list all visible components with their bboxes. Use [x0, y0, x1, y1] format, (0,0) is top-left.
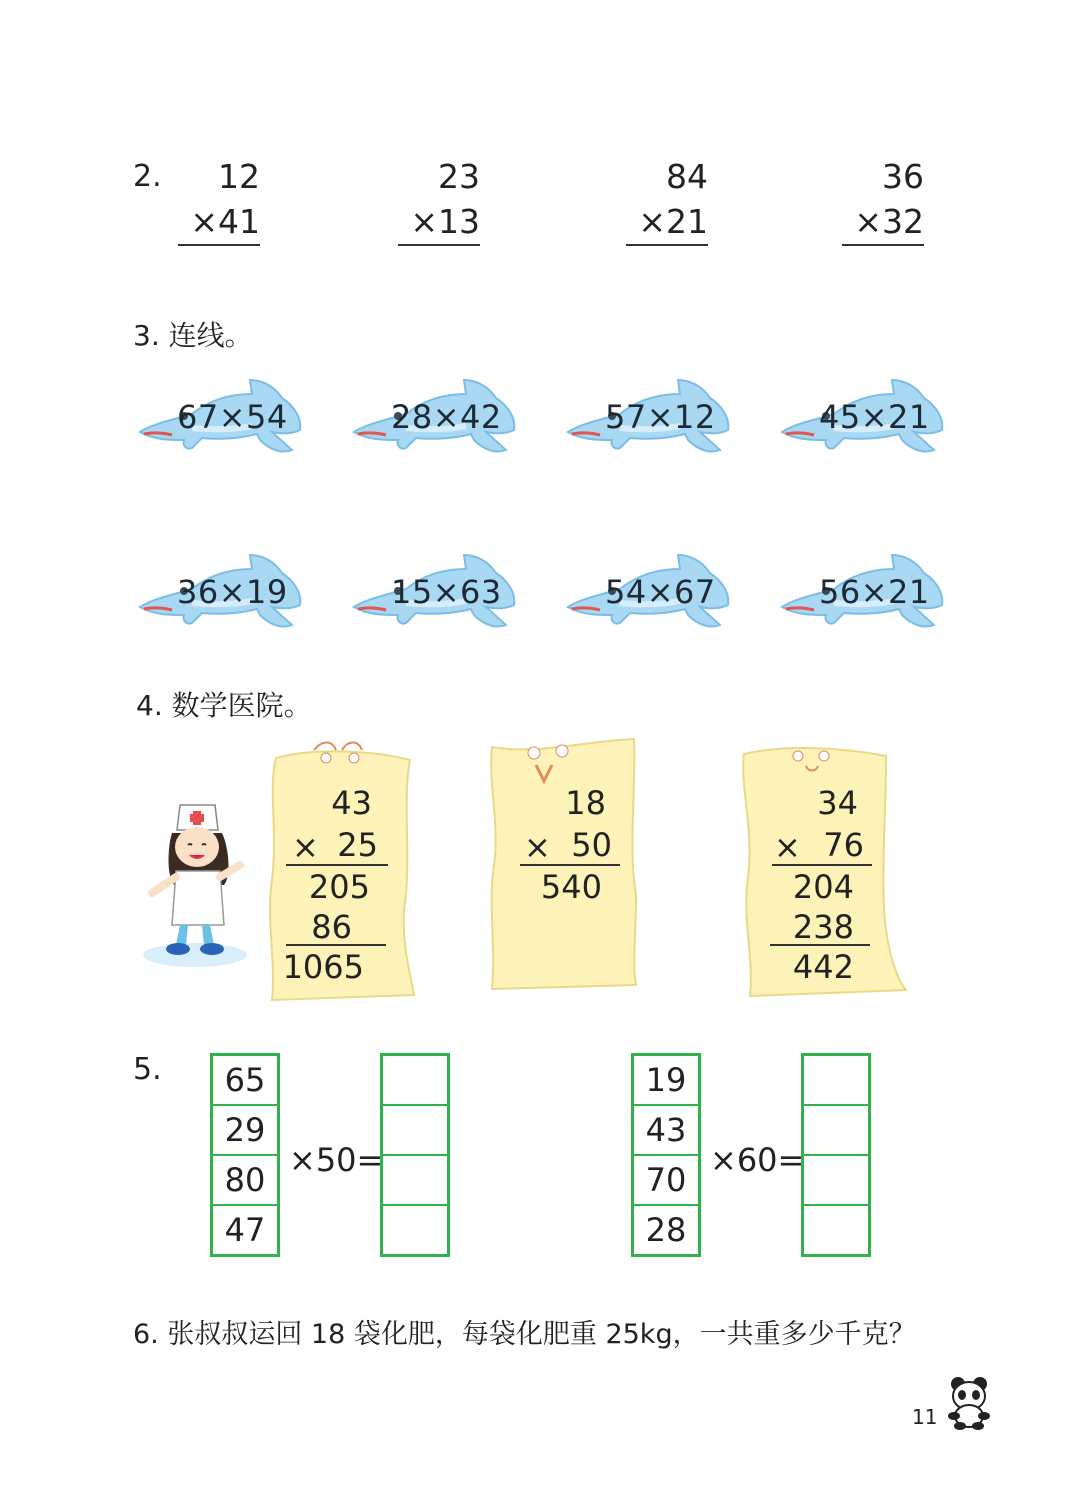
dolphin-card[interactable]: [560, 547, 735, 637]
calc-partial: 204: [792, 868, 854, 906]
q2-rule: [842, 244, 924, 246]
q2-problem: [160, 154, 260, 246]
dolphin-expression: 57×12: [605, 398, 716, 436]
calc-operand-a: 18: [565, 784, 606, 822]
q2-bottom-operand: ×13: [410, 202, 480, 241]
calc-partial: 86: [311, 908, 352, 946]
dolphin-card[interactable]: [560, 372, 735, 462]
multiplier-label: ×50=: [289, 1141, 384, 1179]
calc-rule: [286, 944, 386, 946]
q2-bottom-operand: ×41: [190, 202, 260, 241]
q2-top-operand: 36: [882, 157, 924, 196]
value-cell: 70: [634, 1156, 698, 1206]
calc-rule: [286, 864, 388, 866]
dolphin-card[interactable]: [132, 372, 307, 462]
dolphin-card[interactable]: [346, 372, 521, 462]
answer-cell[interactable]: [383, 1156, 447, 1206]
answer-cell[interactable]: [804, 1206, 868, 1254]
answer-cell[interactable]: [383, 1106, 447, 1156]
dolphin-expression: 15×63: [391, 573, 502, 611]
calc-sign: ×: [292, 828, 319, 866]
dolphin-card[interactable]: [346, 547, 521, 637]
value-cell: 47: [224, 1211, 266, 1249]
answer-column: [801, 1053, 871, 1257]
q3-title: 3. 连线。: [133, 319, 253, 352]
dolphin-expression: 36×19: [177, 573, 288, 611]
q2-bottom-operand: ×32: [854, 202, 924, 241]
calc-partial: 205: [308, 868, 370, 906]
calc-sign: ×: [774, 828, 801, 866]
multiplier-label: ×60=: [710, 1141, 805, 1179]
q6-text: 6. 张叔叔运回 18 袋化肥，每袋化肥重 25kg，一共重多少千克？: [133, 1319, 916, 1350]
dolphin-expression: 56×21: [819, 573, 930, 611]
calc-operand-a: 43: [331, 784, 372, 822]
answer-column: [380, 1053, 450, 1257]
calc-operand-b: 25: [337, 826, 378, 864]
calc-rule: [772, 864, 872, 866]
q2-problem: [380, 154, 480, 246]
q2-problem: [824, 154, 924, 246]
value-cell: 80: [213, 1156, 277, 1206]
calc-operand-b: 50: [571, 826, 612, 864]
value-cell: 29: [213, 1106, 277, 1156]
calc-result: 540: [540, 868, 602, 906]
value-cell: 43: [634, 1106, 698, 1156]
answer-cell[interactable]: [383, 1206, 447, 1254]
dolphin-card[interactable]: [774, 372, 949, 462]
calc-sign: ×: [524, 828, 551, 866]
dolphin-expression: 28×42: [391, 398, 502, 436]
q2-rule: [398, 244, 480, 246]
dolphin-card[interactable]: [774, 547, 949, 637]
q2-bottom-operand: ×21: [638, 202, 708, 241]
q2-rule: [178, 244, 260, 246]
calc-result: 442: [792, 948, 854, 986]
dolphin-expression: 54×67: [605, 573, 716, 611]
q2-top-operand: 23: [438, 157, 480, 196]
doctor-illustration: [140, 785, 260, 970]
q2-top-operand: 12: [218, 157, 260, 196]
value-cell: 28: [645, 1211, 687, 1249]
q5-number: 5.: [133, 1052, 162, 1087]
value-column: [210, 1053, 280, 1257]
answer-cell[interactable]: [804, 1056, 868, 1106]
answer-cell[interactable]: [383, 1056, 447, 1106]
q2-rule: [626, 244, 708, 246]
q2-top-operand: 84: [666, 157, 708, 196]
value-column: [631, 1053, 701, 1257]
calc-operand-a: 34: [817, 784, 858, 822]
answer-cell[interactable]: [804, 1106, 868, 1156]
dolphin-expression: 67×54: [177, 398, 288, 436]
calc-result: 1065: [282, 948, 364, 986]
calc-q4-3: [770, 784, 872, 984]
calc-q4-2: [520, 784, 620, 914]
dolphin-card[interactable]: [132, 547, 307, 637]
page-number: 11: [912, 1405, 938, 1429]
value-cell: 65: [213, 1056, 277, 1106]
calc-rule: [770, 944, 870, 946]
q4-title: 4. 数学医院。: [136, 689, 312, 722]
calc-q4-1: [282, 784, 386, 986]
answer-cell[interactable]: [804, 1156, 868, 1206]
value-cell: 19: [634, 1056, 698, 1106]
q2-problem: [608, 154, 708, 246]
calc-rule: [520, 864, 620, 866]
calc-operand-b: 76: [823, 826, 864, 864]
calc-partial: 238: [792, 908, 854, 946]
q2-number: 2.: [133, 159, 162, 194]
panda-icon: [944, 1374, 994, 1430]
dolphin-expression: 45×21: [819, 398, 930, 436]
